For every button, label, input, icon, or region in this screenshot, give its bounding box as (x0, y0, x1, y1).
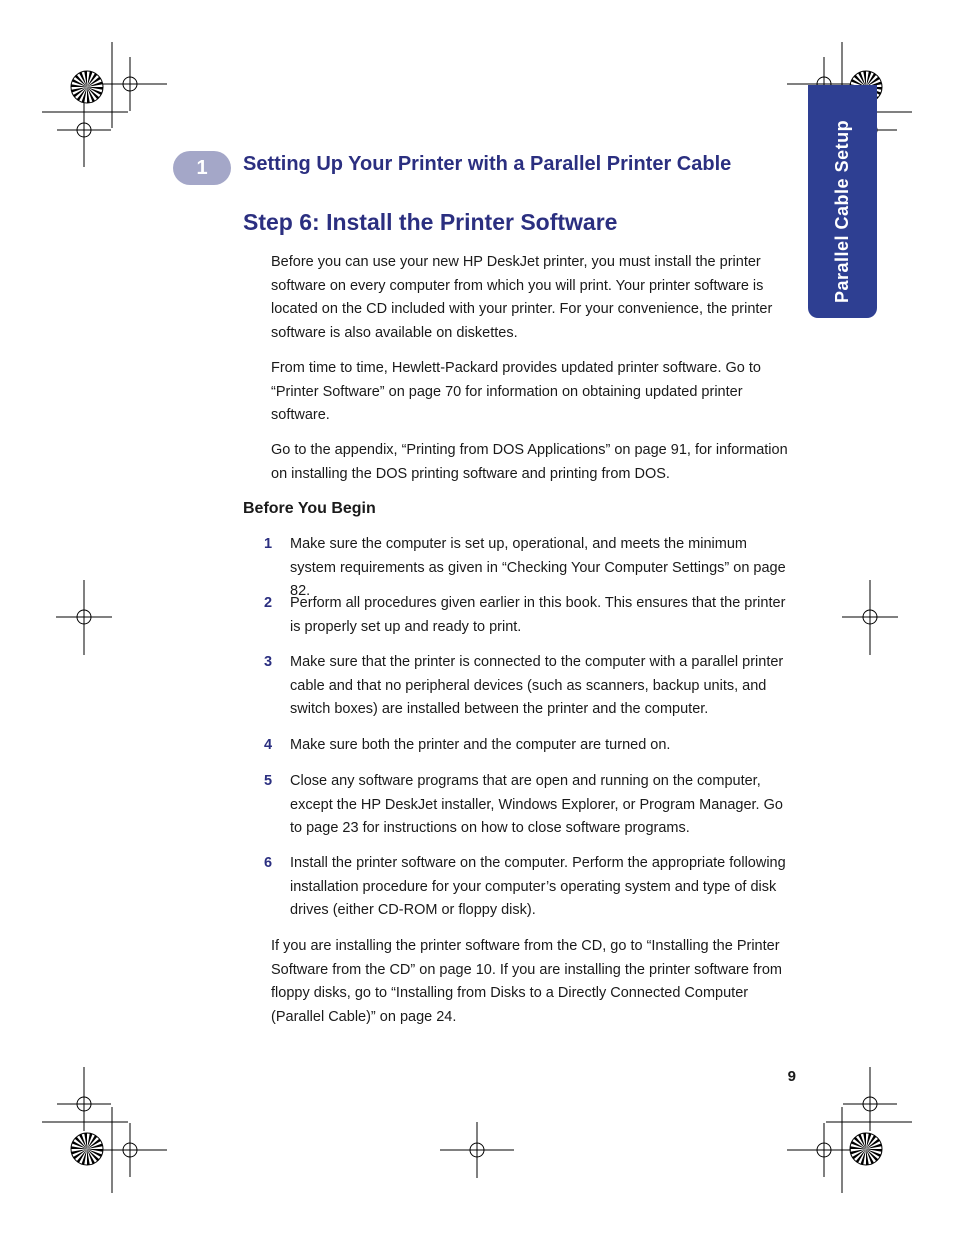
starburst-target-top-left (71, 71, 103, 103)
step-text: Perform all procedures given earlier in this book. This ensures that the printer is properly set up and ready to print. (290, 595, 786, 635)
page-number: 9 (787, 1068, 796, 1085)
starburst-target-bottom-right (850, 1133, 882, 1165)
chapter-number-badge: 1 (173, 151, 231, 185)
step-text: Make sure that the printer is connected to the computer with a parallel printer cable and that no peripheral devices (such as scanners, backup units, and switch boxes) are installed between the printer and the computer. (290, 654, 784, 717)
step-text: Close any software programs that are open and running on the computer, except the HP DeskJet installer, Windows Explorer, or Program Manager. Go to page 23 for instructions on how to close software programs. (290, 773, 783, 836)
side-tab-label: Parallel Cable Setup (832, 119, 852, 303)
intro-paragraph-1: Before you can use your new HP DeskJet printer, you must install the printer software on every computer from which you will print. Your printer software is located on the CD included with your printer. For your convenience, the printer software is also available on diskettes. (271, 254, 773, 341)
step-text: Make sure the computer is set up, operational, and meets the minimum system requirements as given in “Checking Your Computer Settings” on page 82. (290, 536, 786, 599)
step-number: 6 (264, 855, 273, 871)
starburst-target-bottom-left (71, 1133, 103, 1165)
step-number: 4 (264, 737, 273, 753)
before-you-begin-heading: Before You Begin (243, 500, 376, 517)
step-number: 2 (264, 595, 273, 611)
intro-paragraph-2: From time to time, Hewlett-Packard provides updated printer software. Go to “Printer Software” on page 70 for information on obtaining updated printer software. (271, 360, 761, 423)
step-text: Install the printer software on the computer. Perform the appropriate following installation procedure for your computer’s operating system and type of disk drives (either CD-ROM or floppy disk). (290, 855, 786, 918)
step-number: 5 (264, 773, 273, 789)
intro-paragraph-3: Go to the appendix, “Printing from DOS Applications” on page 91, for information on installing the DOS printing software and printing from DOS. (271, 442, 788, 482)
chapter-title: Setting Up Your Printer with a Parallel Printer Cable (243, 153, 732, 175)
step-number: 1 (264, 536, 273, 552)
section-title: Step 6: Install the Printer Software (243, 209, 618, 235)
closing-paragraph: If you are installing the printer software from the CD, go to “Installing the Printer Software from the CD” on page 10. If you are installing the printer software from floppy disks, go to “Installing from Disks to a Directly Connected Computer (Parallel Cable)” on page 24. (271, 938, 782, 1025)
step-text: Make sure both the printer and the computer are turned on. (290, 737, 671, 753)
step-number: 3 (264, 654, 273, 670)
